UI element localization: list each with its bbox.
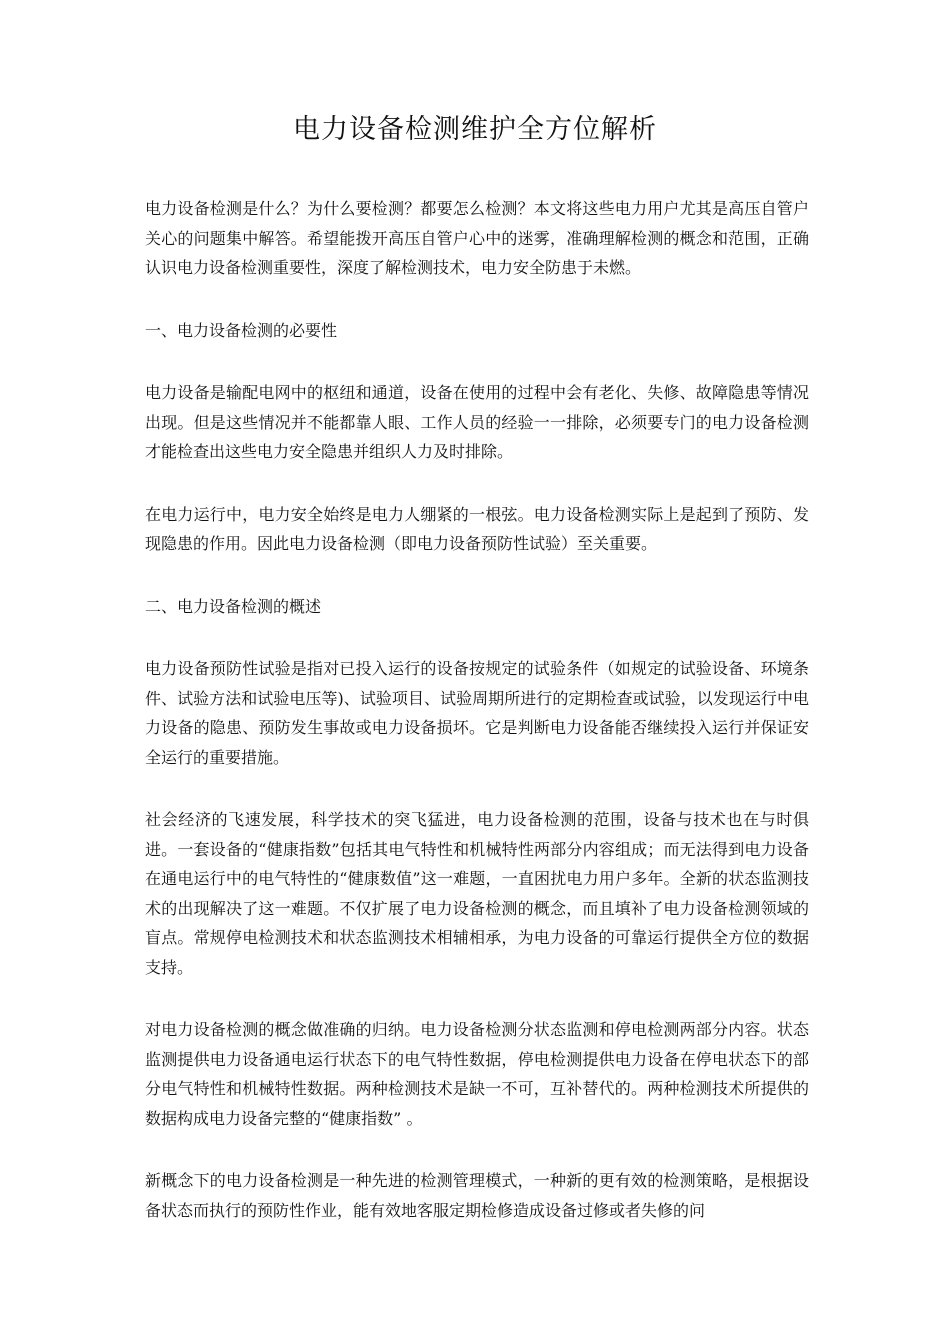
paragraph: 电力设备预防性试验是指对已投入运行的设备按规定的试验条件（如规定的试验设备、环境条件、试验方法和试验电压等)、试验项目、试验周期所进行的定期检查或试验，以发现运行中电力设备的隐患、预防发生事故或电力设备损坏。它是判断电力设备能否继续投入运行并保证安全运行的重要措施。 — [145, 659, 809, 767]
section-heading-1: 一、电力设备检测的必要性 — [145, 320, 338, 340]
paragraph: 社会经济的飞速发展，科学技术的突飞猛进，电力设备检测的范围，设备与技术也在与时俱进。一套设备的“健康指数”包括其电气特性和机械特性两部分内容组成；而无法得到电力设备在通电运行中的电气特性的“健康数值”这一难题，一直困扰电力用户多年。全新的状态监测技术的出现解决了这一难题。不仅扩展了电力设备检测的概念，而且填补了电力设备检测领域的盲点。常规停电检测技术和状态监测技术相辅相承，为电力设备的可靠运行提供全方位的数据支持。 — [145, 810, 809, 977]
paragraph: 对电力设备检测的概念做准确的归纳。电力设备检测分状态监测和停电检测两部分内容。状态监测提供电力设备通电运行状态下的电气特性数据，停电检测提供电力设备在停电状态下的部分电气特性和机械特性数据。两种检测技术是缺一不可，互补替代的。两种检测技术所提供的数据构成电力设备完整的“健康指数” 。 — [145, 1020, 809, 1128]
paragraph: 新概念下的电力设备检测是一种先进的检测管理模式，一种新的更有效的检测策略，是根据设备状态而执行的预防性作业，能有效地客服定期检修造成设备过修或者失修的问 — [145, 1171, 809, 1220]
intro-paragraph: 电力设备检测是什么？为什么要检测？都要怎么检测？本文将这些电力用户尤其是高压自管户关心的问题集中解答。希望能拨开高压自管户心中的迷雾，准确理解检测的概念和范围，正确认识电力设备检测重要性，深度了解检测技术，电力安全防患于未燃。 — [145, 199, 809, 277]
document-body — [145, 194, 809, 1258]
document-title: 电力设备检测维护全方位解析 — [293, 114, 657, 145]
paragraph: 电力设备是输配电网中的枢纽和通道，设备在使用的过程中会有老化、失修、故障隐患等情况出现。但是这些情况并不能都靠人眼、工作人员的经验一一排除，必须要专门的电力设备检测才能检查出这些电力安全隐患并组织人力及时排除。 — [145, 383, 809, 461]
paragraph: 在电力运行中，电力安全始终是电力人绷紧的一根弦。电力设备检测实际上是起到了预防、发现隐患的作用。因此电力设备检测（即电力设备预防性试验）至关重要。 — [145, 504, 809, 553]
section-heading-2: 二、电力设备检测的概述 — [145, 596, 322, 616]
